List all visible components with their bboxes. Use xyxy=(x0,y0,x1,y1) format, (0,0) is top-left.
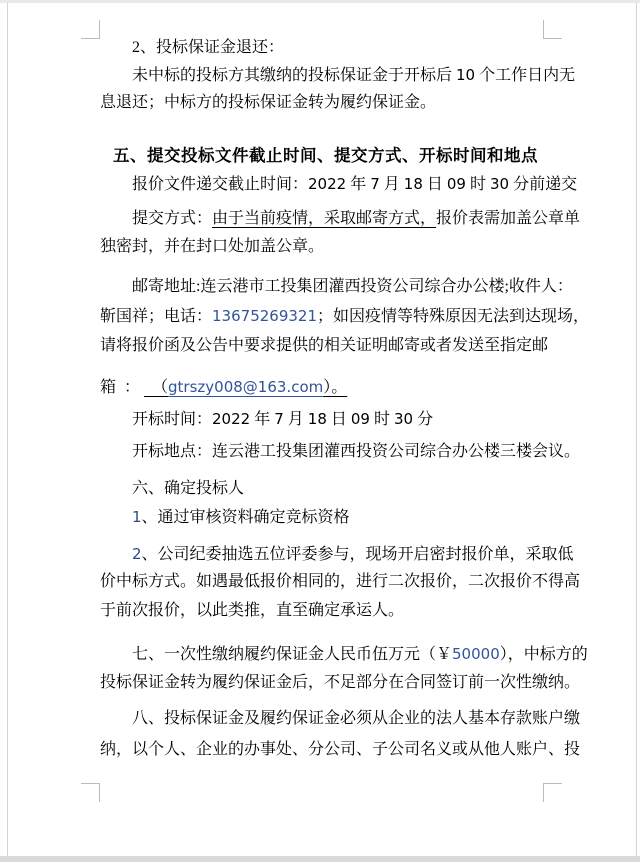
text-run: 开标时间： xyxy=(132,411,213,428)
text-run: 独密封，并在封口处加盖公章。 xyxy=(100,238,325,255)
phone-number: 13675269321 xyxy=(212,307,317,325)
section-heading: 六、确定投标人 xyxy=(132,480,245,497)
text-run: 10 xyxy=(456,66,476,84)
text-run: 7 xyxy=(370,175,380,193)
document-line xyxy=(100,206,580,232)
document-line xyxy=(100,406,433,432)
section-heading: 五、提交投标文件截止时间、提交方式、开标时间和地点 xyxy=(113,146,538,165)
text-run: 7 xyxy=(274,410,284,428)
text-run: 月 xyxy=(283,411,308,428)
text-run: 09 xyxy=(446,175,466,193)
text-run: 、通过审核资料确定竞标资格 xyxy=(141,509,350,526)
text-run: 提交方式： xyxy=(132,210,213,227)
text-run: 时 xyxy=(465,176,490,193)
margin-crop-mark-top-left xyxy=(81,38,100,39)
list-number: 1 xyxy=(132,508,142,526)
document-line xyxy=(100,504,350,530)
margin-crop-mark-bottom-left xyxy=(81,783,100,784)
text-run: 报价文件递交截止时间： xyxy=(132,176,309,193)
document-line xyxy=(100,476,244,502)
document-line xyxy=(100,35,284,61)
text-run: 未中标的投标方其缴纳的投标保证金于开标后 xyxy=(132,67,457,84)
page-right-edge xyxy=(636,3,637,856)
text-run: 开标地点：连云港工投集团灌西投资公司综合办公楼三楼会议。 xyxy=(132,443,581,460)
text-run: 息退还；中标方的投标保证金转为履约保证金。 xyxy=(100,94,437,111)
document-line xyxy=(100,598,404,624)
text-run: 于前次报价，以此类推，直至确定承运人。 xyxy=(100,602,405,619)
document-line xyxy=(100,541,574,567)
text-run: 18 xyxy=(307,410,327,428)
text-run: 邮寄地址:连云港市工投集团灌西投资公司综合办公楼;收件人： xyxy=(132,278,573,295)
document-line xyxy=(100,737,580,763)
text-run: 年 xyxy=(346,176,371,193)
heading-line xyxy=(100,143,538,169)
text-run: 日 xyxy=(326,411,351,428)
document-line xyxy=(100,234,324,260)
document-line xyxy=(100,90,436,116)
text-run: ；如因疫情等特殊原因无法到达现场， xyxy=(317,308,590,325)
text-run: 八、投标保证金及履约保证金必须从企业的法人基本存款账户缴 xyxy=(132,710,581,727)
list-number: 2 xyxy=(132,545,142,563)
document-line xyxy=(100,641,588,667)
text-run: 30 xyxy=(490,175,510,193)
text-run: 箱 ： xyxy=(100,379,145,396)
document-line xyxy=(100,569,580,595)
page-left-edge xyxy=(7,3,8,856)
text-run: 由于当前疫情，采取邮寄方式， xyxy=(212,210,437,227)
page-bottom-gap xyxy=(0,856,640,862)
document-line xyxy=(100,374,347,400)
document-line xyxy=(100,439,580,465)
text-run: （ xyxy=(144,379,169,396)
document-line xyxy=(100,62,575,88)
text-run: 09 xyxy=(350,410,370,428)
text-run: 30 xyxy=(394,410,414,428)
email-address: gtrszy008@163.com xyxy=(168,378,324,396)
text-run: 七、一次性缴纳履约保证金人民币伍万元（￥ xyxy=(132,646,453,663)
document-line xyxy=(100,670,580,696)
document-line xyxy=(100,171,577,197)
text-run: 个工作日内无 xyxy=(475,67,576,84)
text-run: 年 xyxy=(250,411,275,428)
text-run: 日 xyxy=(422,176,447,193)
document-line xyxy=(100,706,580,732)
text-run: 月 xyxy=(379,176,404,193)
text-run: 请将报价函及公告中要求提供的相关证明邮寄或者发送至指定邮 xyxy=(100,337,549,354)
text-run: 分前递交 xyxy=(509,176,578,193)
text-run: 18 xyxy=(403,175,423,193)
document-line xyxy=(100,303,589,329)
text-run: 、公司纪委抽选五位评委参与，现场开启密封报价单，采取低 xyxy=(141,546,574,563)
text-run: 投标保证金转为履约保证金后，不足部分在合同签订前一次性缴纳。 xyxy=(100,674,581,691)
text-run: 分 xyxy=(413,411,434,428)
text-run: 2022 xyxy=(212,410,251,428)
text-run: 2022 xyxy=(308,175,347,193)
text-run: 靳国祥；电话： xyxy=(100,308,213,325)
text-run: 报价表需加盖公章单 xyxy=(436,210,581,227)
text-run: ），中标方的 xyxy=(499,646,588,663)
text-run: 价中标方式。如遇最低报价相同的，进行二次报价，二次报价不得高 xyxy=(100,573,581,590)
deposit-amount: 50000 xyxy=(452,645,500,663)
document-line xyxy=(100,274,573,300)
document-line xyxy=(100,333,548,359)
text-run: 纳，以个人、企业的办事处、分公司、子公司名义或从他人账户、投 xyxy=(100,741,581,758)
document-text-area[interactable] xyxy=(100,0,590,810)
text-run: ）。 xyxy=(323,379,348,396)
text-run: 2、投标保证金退还： xyxy=(132,39,285,56)
text-run: 时 xyxy=(369,411,394,428)
